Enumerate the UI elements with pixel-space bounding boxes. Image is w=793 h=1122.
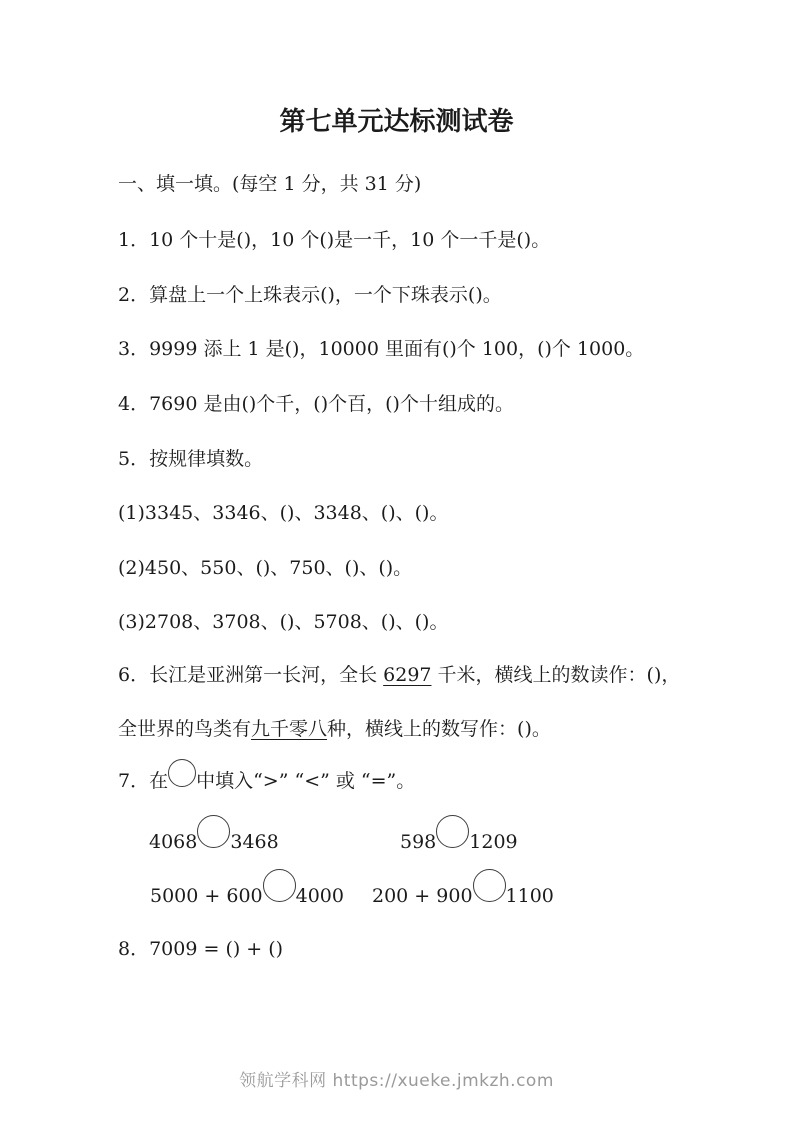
fill-circle-icon xyxy=(168,759,196,787)
comparison-left-value: 4068 xyxy=(149,831,198,853)
comparison-right-value: 1100 xyxy=(505,885,554,907)
question-7 xyxy=(118,759,415,794)
comparison-left-value: 598 xyxy=(400,831,437,853)
comparison-item xyxy=(372,869,554,907)
comparison-right-value: 3468 xyxy=(230,831,279,853)
comparison-right-value: 4000 xyxy=(295,885,344,907)
comparison-right-value: 1209 xyxy=(469,831,518,853)
comparison-left-value: 5000 + 600 xyxy=(150,885,263,907)
question-6-line-2 xyxy=(118,716,551,742)
watermark: 领航学科网 https://xueke.jmkzh.com xyxy=(239,1071,554,1091)
question-2: 2．算盘上一个上珠表示()，一个下珠表示()。 xyxy=(118,284,502,306)
question-5-item-2: (2)450、550、()、750、()、()。 xyxy=(118,557,413,579)
section-heading: 一、填一填。(每空 1 分，共 31 分) xyxy=(118,173,422,195)
question-5-item-3: (3)2708、3708、()、5708、()、()。 xyxy=(118,611,449,633)
question-6-text: 全世界的鸟类有 xyxy=(118,718,252,740)
comparison-item xyxy=(400,815,518,853)
fill-circle-icon xyxy=(197,815,230,848)
comparison-item xyxy=(149,815,279,853)
question-7-text: 中填入“>” “<” 或 “=”。 xyxy=(196,770,416,792)
question-8: 8．7009 = () + () xyxy=(118,938,284,960)
underlined-number: 6297 xyxy=(383,664,432,686)
question-6-text: 千米，横线上的数读作：()， xyxy=(431,664,681,686)
question-6-text: 6．长江是亚洲第一长河，全长 xyxy=(118,664,384,686)
question-7-text: 7．在 xyxy=(118,770,169,792)
question-5: 5．按规律填数。 xyxy=(118,448,264,470)
comparison-item xyxy=(150,869,344,907)
underlined-number: 九千零八 xyxy=(251,718,328,740)
question-6-line-1 xyxy=(118,662,680,688)
fill-circle-icon xyxy=(436,815,469,848)
question-4: 4．7690 是由()个千，()个百，()个十组成的。 xyxy=(118,393,514,415)
question-3: 3．9999 添上 1 是()，10000 里面有()个 100，()个 1000。 xyxy=(118,338,645,360)
question-1: 1．10 个十是()，10 个()是一千，10 个一千是()。 xyxy=(118,229,551,251)
comparison-left-value: 200 + 900 xyxy=(372,885,473,907)
fill-circle-icon xyxy=(263,869,296,902)
fill-circle-icon xyxy=(473,869,506,902)
page-title: 第七单元达标测试卷 xyxy=(279,107,514,137)
question-5-item-1: (1)3345、3346、()、3348、()、()。 xyxy=(118,502,449,524)
question-6-text: 种，横线上的数写作：()。 xyxy=(327,718,551,740)
